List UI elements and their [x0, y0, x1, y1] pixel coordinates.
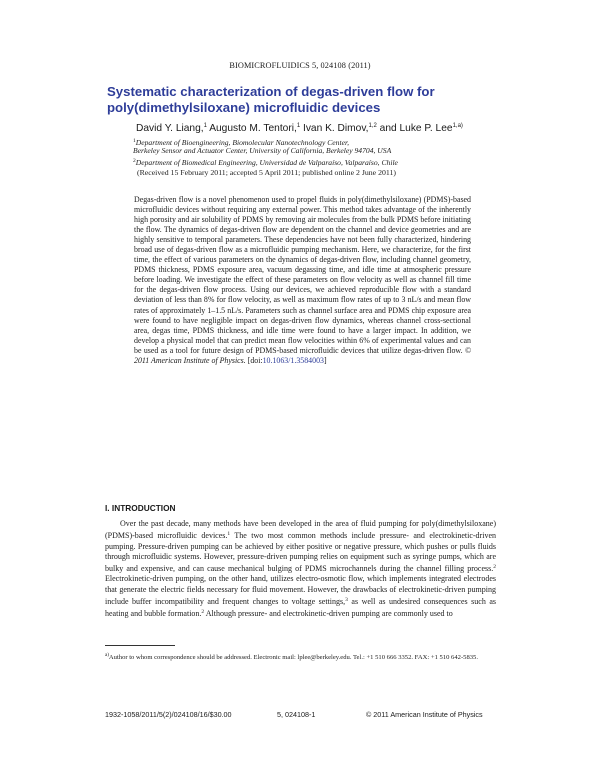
footer-copyright: © 2011 American Institute of Physics [366, 710, 483, 719]
author-name: and Luke P. Lee [379, 123, 453, 134]
affil-line: Berkeley Sensor and Actuator Center, University of California, Berkeley 94704, USA [133, 146, 392, 155]
footnote [105, 651, 496, 663]
author-name: Augusto M. Tentori, [209, 123, 297, 134]
footnote-rule [105, 645, 175, 646]
abstract [134, 195, 471, 366]
footnote-mark: a) [105, 653, 109, 658]
affil-mark: 2 [133, 158, 136, 164]
doi-link[interactable]: 10.1063/1.3584003 [262, 355, 324, 365]
affiliation-2 [133, 156, 398, 168]
footer-issn: 1932-1058/2011/5(2)/024108/16/$30.00 [105, 710, 232, 719]
citation-ref[interactable]: 2 [201, 609, 205, 616]
author-name: David Y. Liang, [136, 123, 204, 134]
introduction-body [105, 519, 496, 620]
affil-mark: 1 [133, 138, 136, 144]
doi-close: ] [323, 355, 327, 365]
affil-line: Department of Biomedical Engineering, Universidad de Valparaíso, Valparaíso, Chile [135, 158, 398, 167]
author-affil-mark: 1,a) [452, 123, 463, 129]
abstract-text: Degas-driven flow is a novel phenomenon used to propel fluids in poly(dimethylsiloxane) (PDMS)-based microfluidic devices without requiring any external power. This method takes advantage of the inherently high porosity and air solubility of PDMS by removing air molecules from the bulk PDMS before initiating the flow. The dynamics of degas-driven flow are dependent on the channel and device geometries and are highly sensitive to temporal parameters. These dependencies have not been fully characterized, hindering broad use of degas-driven flow as a microfluidic pumping mechanism. Here, we characterize, for the first time, the effect of various parameters on the dynamics of degas-driven flow, including channel geometry, PDMS thickness, PDMS exposure area, vacuum degassing time, and idle time at atmospheric pressure before loading. We investigate the effect of these parameters on flow velocity as well as channel fill time for the degas-driven flow process. Using our devices, we achieved reproducible flow with a standard deviation of less than 8% for flow velocity, as well as maximum flow rates of up to 3 nL/s and mean flow rates of approximately 1–1.5 nL/s. Parameters such as channel surface area and PDMS chip exposure area were found to have negligible impact on degas-driven flow dynamics, whereas channel cross-sectional area, degas time, PDMS thickness, and idle time were found to have a larger impact. In addition, we develop a physical model that can predict mean flow velocities within 6% of experimental values and can be used as a tool for future design of PDMS-based microfluidic devices that utilize degas-driven flow. [134, 195, 471, 355]
text-run: Although pressure- and electrokinetic-driven pumping are commonly used to [204, 609, 453, 619]
footer-page-number: 5, 024108-1 [277, 710, 316, 719]
text-run: as well as undesired consequences such as heating and bubble formation. [105, 597, 497, 619]
affil-line: Department of Bioengineering, Biomolecular Nanotechnology Center, [135, 138, 349, 147]
author-affil-mark: 1,2 [368, 123, 377, 129]
text-run: Electrokinetic-driven pumping, on the other hand, utilizes electro-osmotic flow, which implements integrated electrodes that generate the electric fields necessary for fluid movement. However, the drawbacks of electrokinetic-driven pumping include buffer incompatibility and frequent changes to voltage settings, [105, 574, 496, 607]
text-run: The two most common methods include pressure- and electrokinetic-driven pumping. Pressure-driven pumping can be achieved by either positive or negative pressure, which pushes or pulls fluids through microfluidic systems. However, pressure-driven pumping relies on equipment such as syringe pumps, which are bulky and expensive, and can cause mechanical bulging of PDMS microchannels during the channel filling process. [105, 531, 496, 574]
paper-title: Systematic characterization of degas-driven flow for poly(dimethylsiloxane) microfluidic devices [107, 84, 435, 115]
paragraph [105, 519, 496, 620]
citation-ref[interactable]: 1 [227, 531, 231, 538]
citation-ref[interactable]: 3 [345, 597, 348, 604]
copyright-notice: © 2011 American Institute of Physics. [134, 345, 471, 365]
citation-ref[interactable]: 2 [493, 564, 496, 571]
text-run: Over the past decade, many methods have been developed in the area of fluid pumping for poly(dimethylsiloxane) (PDMS)-based microfluidic devices. [105, 519, 496, 541]
author-name: Ivan K. Dimov, [303, 123, 369, 134]
affiliation-1-cont [133, 146, 391, 156]
section-heading: I. INTRODUCTION [105, 503, 176, 513]
received-dates: (Received 15 February 2011; accepted 5 April 2011; published online 2 June 2011) [137, 168, 396, 177]
author-affil-mark: 1 [296, 123, 301, 129]
journal-header: BIOMICROFLUIDICS 5, 024108 (2011) [229, 61, 371, 70]
doi-open: [doi: [247, 355, 263, 365]
footnote-text: Author to whom correspondence should be addressed. Electronic mail: lplee@berkeley.edu. Tel.: +1 510 666 3352. FAX: +1 510 642-5835. [108, 654, 478, 661]
author-list [136, 123, 463, 134]
author-affil-mark: 1 [203, 123, 207, 129]
